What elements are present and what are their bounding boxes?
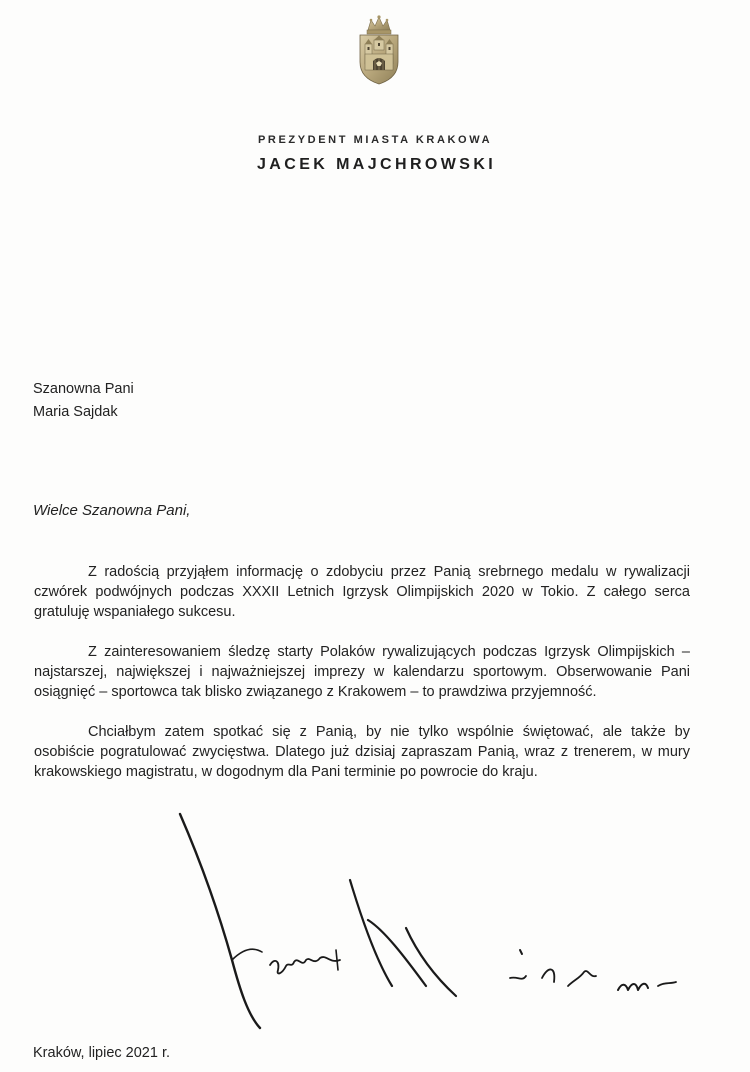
letter-body [34, 562, 690, 802]
paragraph: Z zainteresowaniem śledzę starty Polaków rywalizujących podczas Igrzysk Olimpijskich – najstarszej, największej i najważniejszej imprezy w kalendarzu sportowym. Obserwowanie Pani osiągnięć – sportowca tak blisko związanego z Krakowem – to prawdziwa przyjemność. [34, 644, 690, 700]
letterhead-name: JACEK MAJCHROWSKI [257, 156, 497, 173]
recipient-name: Maria Sajdak [33, 404, 118, 420]
krakow-coat-of-arms-icon [354, 14, 404, 86]
letterhead-office: PREZYDENT MIASTA KRAKOWA [258, 134, 493, 146]
paragraph: Z radością przyjąłem informację o zdobyciu przez Panią srebrnego medalu w rywalizacji czwórek podwójnych podczas XXXII Letnich Igrzysk Olimpijskich 2020 w Tokio. Z całego serca gratuluję wspaniałego sukcesu. [34, 564, 690, 620]
handwritten-signature [170, 810, 700, 1040]
place-date: Kraków, lipiec 2021 r. [33, 1045, 171, 1061]
salutation: Wielce Szanowna Pani, [33, 502, 191, 519]
recipient-title: Szanowna Pani [33, 381, 134, 397]
recipient-block [33, 378, 134, 424]
paragraph: Chciałbym zatem spotkać się z Panią, by nie tylko wspólnie świętować, ale także by osobiście pogratulować zwycięstwa. Dlatego już dzisiaj zapraszam Panią, wraz z trenerem, w mury krakowskiego magistratu, w dogodnym dla Pani terminie po powrocie do kraju. [34, 724, 690, 780]
